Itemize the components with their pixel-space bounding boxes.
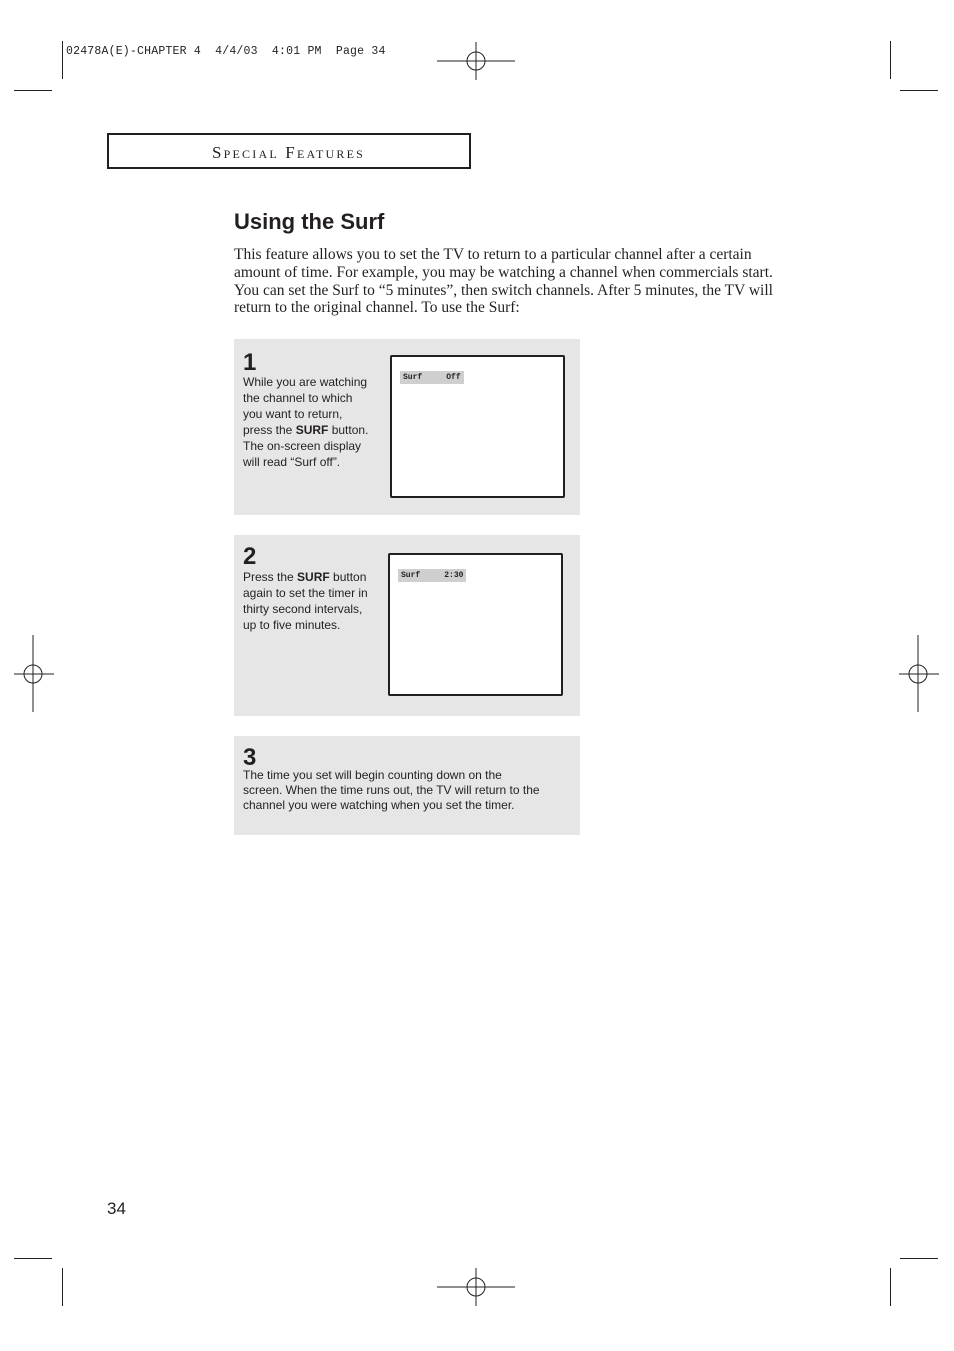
registration-mark-right-icon	[897, 635, 941, 713]
section-header	[107, 133, 471, 169]
step-number: 3	[243, 744, 257, 771]
print-slug: 02478A(E)-CHAPTER 4 4/4/03 4:01 PM Page 34	[66, 45, 386, 58]
osd-surf-display: Surf 2:30	[398, 569, 466, 582]
section-title: Special Features	[212, 143, 366, 162]
step-instructions: The time you set will begin counting down on the screen. When the time runs out, the TV will return to the channel you were watching when you set the timer.	[243, 768, 540, 812]
step-2-panel	[234, 535, 580, 716]
step-number: 1	[243, 349, 257, 376]
tv-screen	[390, 355, 565, 498]
step-number: 2	[243, 543, 257, 570]
registration-mark-top-icon	[437, 40, 517, 82]
tv-screen	[388, 553, 563, 696]
step-3-panel	[234, 736, 580, 835]
step-1-panel	[234, 339, 580, 515]
step-instructions: Press the SURF button again to set the timer in thirty second intervals, up to five minutes.	[243, 570, 368, 632]
page-heading: Using the Surf	[234, 209, 385, 234]
page-number: 34	[107, 1199, 126, 1218]
registration-mark-left-icon	[12, 635, 56, 713]
osd-surf-display: Surf Off	[400, 371, 464, 384]
intro-paragraph: This feature allows you to set the TV to return to a particular channel after a certain amount of time. For example, you may be watching a channel when commercials start. You can set the Surf to “5 minutes”, then switch channels. After 5 minutes, the TV will return to the original channel. To use the Surf:	[234, 246, 773, 317]
step-instructions: While you are watching the channel to which you want to return, press the SURF button. The on-screen display will read “Surf off”.	[243, 375, 369, 469]
registration-mark-bottom-icon	[437, 1267, 517, 1309]
